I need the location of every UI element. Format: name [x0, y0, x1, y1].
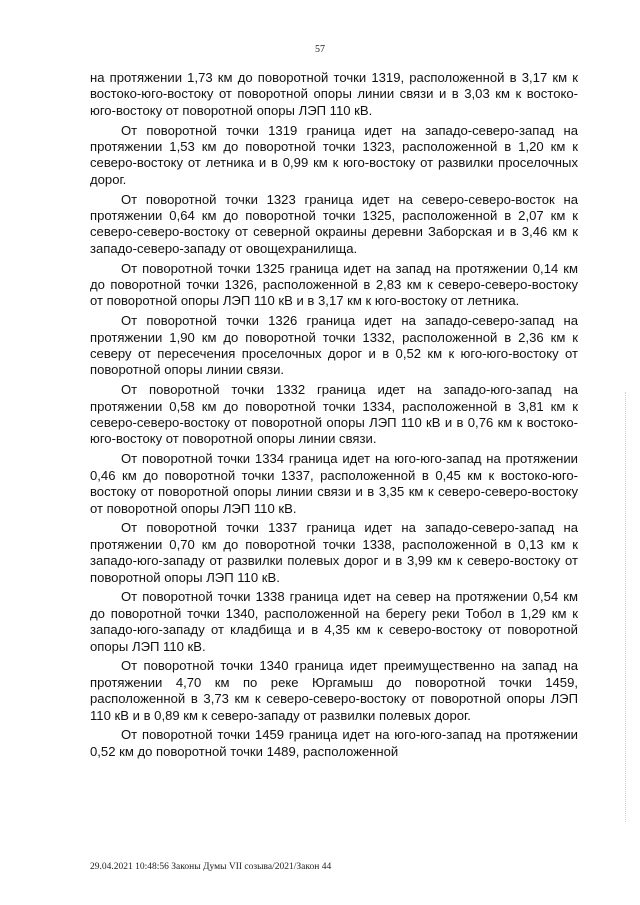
document-body: [90, 70, 578, 764]
paragraph: От поворотной точки 1337 граница идет на западо-северо-запад на протяжении 0,70 км до поворотной точки 1338, расположенной в 0,13 км к западо-юго-западу от развилки полевых дорог и в 3,99 км к северо-востоку от поворотной опоры ЛЭП 110 кВ.: [90, 520, 578, 585]
paragraph: От поворотной точки 1340 граница идет преимущественно на запад на протяжении 4,70 км по реке Юргамыш до поворотной точки 1459, расположенной в 3,73 км к северо-северо-востоку от поворотной опоры ЛЭП 110 кВ и в 0,89 км к северо-западу от развилки полевых дорог.: [90, 658, 578, 723]
paragraph: От поворотной точки 1325 граница идет на запад на протяжении 0,14 км до поворотной точки 1326, расположенной в 2,83 км к северо-северо-востоку от поворотной опоры ЛЭП 110 кВ и в 3,17 км к юго-востоку от летника.: [90, 260, 578, 309]
paragraph: От поворотной точки 1338 граница идет на север на протяжении 0,54 км до поворотной точки 1340, расположенной на берегу реки Тобол в 1,29 км к западо-юго-западу от кладбища и в 4,35 км к северо-востоку от поворотной опоры ЛЭП 110 кВ.: [90, 589, 578, 654]
paragraph: От поворотной точки 1332 граница идет на западо-юго-запад на протяжении 0,58 км до поворотной точки 1334, расположенной в 3,81 км к северо-северо-востоку от поворотной опоры ЛЭП 110 кВ и в 0,76 км к востоко-юго-востоку от поворотной опоры линии связи.: [90, 382, 578, 447]
paragraph: От поворотной точки 1326 граница идет на западо-северо-запад на протяжении 1,90 км до поворотной точки 1332, расположенной в 2,36 км к северу от пересечения проселочных дорог и в 0,52 км к юго-юго-востоку от поворотной опоры линии связи.: [90, 313, 578, 378]
paragraph: От поворотной точки 1319 граница идет на западо-северо-запад на протяжении 1,53 км до поворотной точки 1323, расположенной в 1,20 км к северо-востоку от летника и в 0,99 км к юго-востоку от развилки проселочных дорог.: [90, 122, 578, 187]
page-number: 57: [315, 44, 325, 55]
margin-dotted-line: [624, 392, 626, 822]
paragraph: От поворотной точки 1334 граница идет на юго-юго-запад на протяжении 0,46 км до поворотной точки 1337, расположенной в 0,45 км к востоко-юго-востоку от поворотной опоры линии связи и в 3,35 км к северо-северо-востоку от поворотной опоры ЛЭП 110 кВ.: [90, 451, 578, 516]
paragraph: на протяжении 1,73 км до поворотной точки 1319, расположенной в 3,17 км к востоко-юго-востоку от поворотной опоры линии связи и в 3,03 км к востоко-юго-востоку от поворотной опоры ЛЭП 110 кВ.: [90, 70, 578, 118]
document-footer: 29.04.2021 10:48:56 Законы Думы VII созыва/2021/Закон 44: [90, 862, 332, 872]
paragraph: От поворотной точки 1459 граница идет на юго-юго-запад на протяжении 0,52 км до поворотной точки 1489, расположенной: [90, 727, 578, 759]
paragraph: От поворотной точки 1323 граница идет на северо-северо-восток на протяжении 0,64 км до поворотной точки 1325, расположенной в 2,07 км к северо-северо-востоку от северной окраины деревни Заборская и в 3,46 км к западо-северо-западу от овощехранилища.: [90, 191, 578, 256]
